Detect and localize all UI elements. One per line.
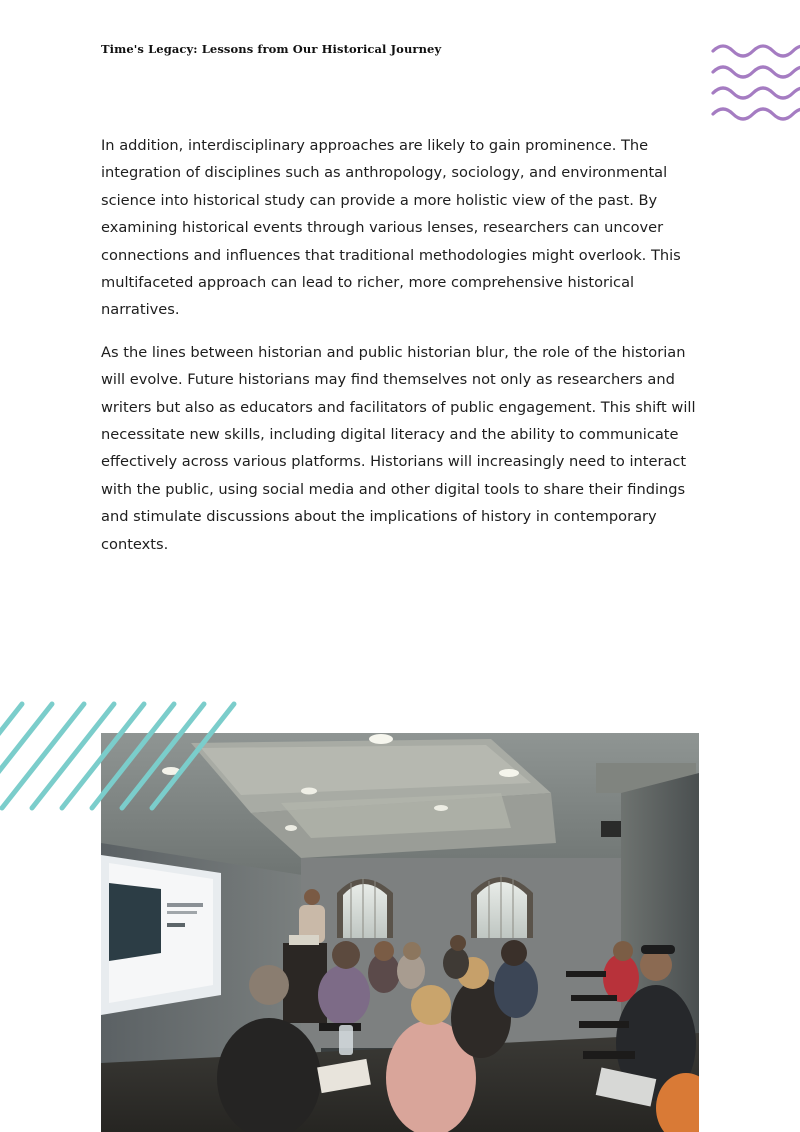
page-header-title: Time's Legacy: Lessons from Our Historical Journey	[101, 42, 442, 56]
body-text	[101, 132, 701, 573]
paragraph-historian-role: As the lines between historian and public historian blur, the role of the historian will evolve. Future historians may find themselves not only as researchers and writers but also as educators and facilitators of public engagement. This shift will necessitate new skills, including digital literacy and the ability to communicate effectively across various platforms. Historians will increasingly need to interact with the public, using social media and other digital tools to share their findings and stimulate discussions about the implications of history in contemporary contexts.	[101, 343, 696, 553]
diagonal-stripes-decoration-icon	[0, 696, 265, 821]
wave-decoration-icon	[710, 40, 800, 126]
paragraph-interdisciplinary: In addition, interdisciplinary approaches are likely to gain prominence. The integration of disciplines such as anthropology, sociology, and environmental science into historical study can provide a more holistic view of the past. By examining historical events through various lenses, researchers can uncover connections and influences that traditional methodologies might overlook. This multifaceted approach can lead to richer, more comprehensive historical narratives.	[101, 137, 681, 319]
